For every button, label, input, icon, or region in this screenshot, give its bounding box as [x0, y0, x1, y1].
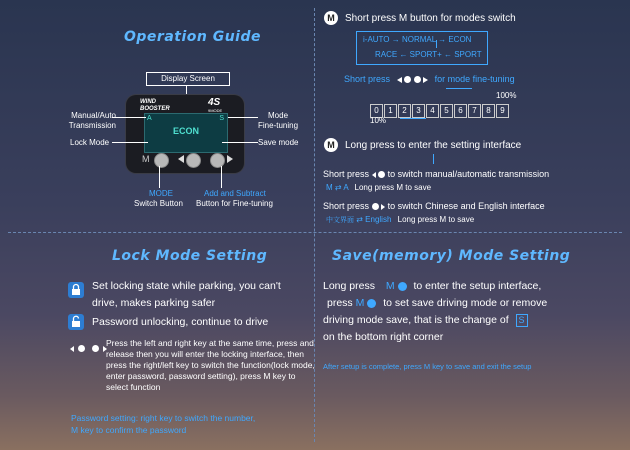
left-arrow-icon — [372, 172, 376, 178]
save-m-key-2: M — [355, 297, 365, 309]
lang-text: to switch Chinese and English interface — [387, 201, 545, 211]
blue-dot-icon — [398, 282, 407, 291]
trans-m: M — [326, 183, 333, 192]
device-logo: 4S — [208, 97, 221, 108]
left-arrow-icon — [397, 77, 402, 83]
save-line1b: to enter the setup interface, — [413, 280, 542, 292]
m-button[interactable] — [154, 153, 169, 168]
trans-save-row: M ⇄ A Long press M to save — [326, 183, 432, 192]
num-4: 4 — [426, 104, 439, 118]
screen-mode-text: ECON — [172, 126, 199, 136]
operation-guide-title: Operation Guide — [124, 29, 261, 45]
lock-item-1: Set locking state while parking, you can't drive, makes parking safer — [92, 280, 281, 309]
arrow-up-line — [446, 88, 472, 89]
fine-tuning-label: for mode fine-tuning — [434, 74, 515, 84]
save-line1a: Long press — [323, 280, 375, 292]
mode-fine-tuning-label: Mode Fine-tuning — [258, 111, 299, 130]
num-3: 3 — [412, 104, 425, 118]
switch-button-label: Switch Button — [134, 199, 183, 208]
lock-buttons-icon — [70, 340, 107, 358]
right-arrow-icon — [423, 77, 428, 83]
m-button-label: M — [142, 154, 150, 164]
num-9: 9 — [496, 104, 509, 118]
wind-booster-device — [126, 95, 244, 173]
num-2: 2 — [398, 104, 411, 118]
save-mode-title: Save(memory) Mode Setting — [332, 248, 571, 264]
num-5: 5 — [440, 104, 453, 118]
unlock-icon — [68, 314, 84, 330]
down-arrow-line — [433, 154, 434, 164]
device-brand-line2: BOOSTER — [140, 106, 170, 112]
lock-mode-label: Lock Mode — [70, 138, 110, 147]
save-line-4: on the bottom right corner — [323, 331, 444, 343]
modes-connector — [436, 40, 437, 48]
pointer-save — [222, 142, 258, 143]
m-circle-icon: M — [324, 11, 338, 25]
pointer-mode-btn — [159, 166, 160, 188]
fine-tuning-row — [344, 74, 515, 84]
m-circle-icon-2: M — [324, 138, 338, 152]
short-press-label: Short press — [344, 74, 391, 84]
left-button[interactable] — [186, 153, 201, 168]
pointer-mode-fine — [228, 117, 258, 118]
lock-item-2: Password unlocking, continue to drive — [92, 316, 269, 328]
fine-tuning-label: Button for Fine-tuning — [196, 199, 273, 208]
device-logo-sub: 9MODE — [208, 108, 223, 113]
trans-row: Short press to switch manual/automatic transmission — [323, 169, 550, 179]
s-indicator-icon: S — [516, 314, 528, 327]
manual-auto-label: Manual/Auto Transmission — [68, 111, 116, 130]
lang-row: Short press to switch Chinese and English interface — [323, 201, 545, 211]
modes-row-2: RACE ← SPORT+ ← SPORT — [375, 50, 482, 59]
screen-a-indicator: A — [147, 115, 152, 122]
pct-10: 10% — [370, 116, 387, 125]
right-arrow-icon — [381, 204, 385, 210]
lang-save: Long press M to save — [397, 215, 475, 224]
password-note-2: M key to confirm the password — [71, 425, 187, 435]
modes-row-1: i-AUTO → NORMAL → ECON — [363, 35, 472, 44]
lang-save-row: 中文界面 ⇄ English Long press M to save — [326, 215, 475, 224]
add-subtract-label: Add and Subtract — [204, 189, 266, 198]
number-scale — [370, 100, 510, 118]
lang-cn: 中文界面 — [326, 217, 354, 224]
mode-label: MODE — [149, 189, 173, 198]
pointer-manual — [112, 117, 146, 118]
modes-box — [356, 31, 488, 65]
pct-100: 100% — [496, 91, 517, 100]
trans-save: Long press M to save — [354, 183, 432, 192]
short-press-m-text: Short press M button for modes switch — [345, 13, 516, 24]
right-arrow-icon — [227, 155, 233, 163]
trans-a: A — [343, 183, 349, 192]
save-line-3 — [323, 312, 528, 329]
save-line-1 — [323, 278, 541, 295]
password-note-1: Password setting: right key to switch the number, — [71, 413, 256, 423]
lang-en: English — [365, 215, 392, 224]
right-button-icon — [414, 76, 421, 83]
blue-dot-icon-2 — [367, 299, 376, 308]
save-line2b: to set save driving mode or remove — [383, 297, 548, 309]
pointer-add-sub — [221, 166, 222, 188]
trans-text: to switch manual/automatic transmission — [387, 169, 550, 179]
long-press-text: Long press to enter the setting interface — [345, 140, 522, 151]
left-button-icon — [378, 171, 385, 178]
save-m-key: M — [385, 280, 395, 292]
save-line3: driving mode save, that is the change of — [323, 314, 509, 326]
num-8: 8 — [482, 104, 495, 118]
num-7: 7 — [468, 104, 481, 118]
save-mode-label: Save mode — [258, 138, 299, 147]
save-line2a: press — [327, 297, 353, 309]
screen-s-indicator: S — [219, 115, 224, 122]
lock-icon — [68, 282, 84, 298]
left-arrow-icon — [178, 155, 184, 163]
right-button[interactable] — [210, 153, 225, 168]
lock-mode-title: Lock Mode Setting — [112, 248, 268, 264]
display-screen-label: Display Screen — [146, 72, 230, 86]
num-6: 6 — [454, 104, 467, 118]
num-0: 0 — [370, 104, 383, 118]
save-line-2 — [327, 295, 547, 312]
lock-item-3: Press the left and right key at the same time, press and release then you will enter the locking interface, then press the right/left key to switch the function(lock mode, enter password, password setting), press M key to select function — [106, 338, 315, 392]
device-brand-line1: WIND — [140, 99, 156, 105]
pointer-lock — [112, 142, 148, 143]
left-button-icon — [404, 76, 411, 83]
device-display-screen — [144, 113, 228, 153]
num-1: 1 — [384, 104, 397, 118]
arrow-down-line — [400, 118, 426, 119]
horizontal-divider — [8, 232, 622, 233]
save-note: After setup is complete, press M key to save and exit the setup — [323, 362, 532, 371]
right-button-icon — [372, 203, 379, 210]
